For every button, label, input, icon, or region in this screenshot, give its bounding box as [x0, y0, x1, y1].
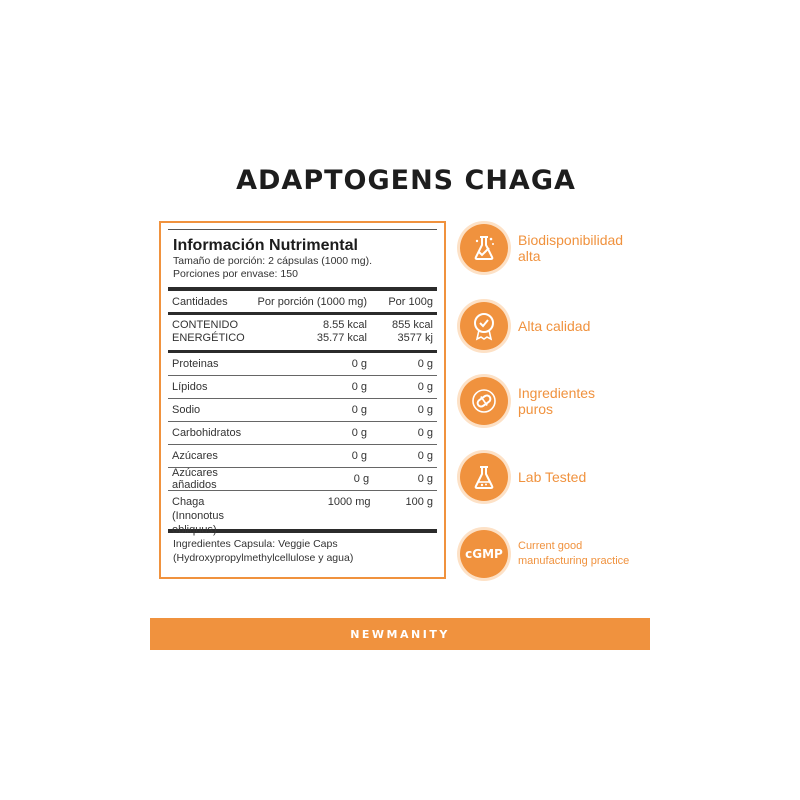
feature-label-line1: Ingredientes: [518, 385, 596, 401]
column-header: Por porción (1000 mg): [257, 295, 367, 308]
feature-item: [460, 377, 643, 425]
serving-size: Tamaño de porción: 2 cápsulas (1000 mg).: [173, 255, 373, 267]
feature-label-line2: manufacturing practice: [518, 555, 630, 567]
lab-flask-icon: [460, 453, 508, 501]
nutrient-per-100g: 0 g: [417, 404, 433, 416]
chaga-name: Chaga: [172, 496, 205, 508]
chaga-per-100g: 100 g: [405, 496, 433, 508]
brand-bar: [150, 618, 650, 650]
nutrition-table: [168, 229, 437, 569]
energy-per-100g: [367, 319, 433, 350]
feature-label-line1: Biodisponibilidad: [518, 232, 624, 248]
feature-label-line2: puros: [518, 401, 554, 417]
ingredients-line1: Ingredientes Capsula: Veggie Caps: [173, 538, 338, 550]
feature-label-line1: Current good: [518, 540, 583, 552]
feature-item: [460, 224, 643, 272]
table-row: [168, 353, 437, 376]
chaga-label: [172, 495, 266, 536]
cgmp-icon: [460, 530, 508, 578]
feature-label-line1: Alta calidad: [518, 318, 591, 334]
energy-per-100g-kcal: 855 kcal: [392, 319, 433, 331]
nutrient-name: Azúcares: [172, 450, 218, 462]
feature-label: [518, 469, 643, 485]
nutrition-header: [168, 230, 437, 291]
feature-item: [460, 453, 643, 501]
nutrient-name: Lípidos: [172, 381, 208, 393]
feature-item: [460, 530, 643, 578]
quality-badge-icon: [460, 302, 508, 350]
chaga-row: [168, 491, 437, 536]
column-header: Por 100g: [388, 295, 433, 308]
nutrient-per-serving: 0 g: [351, 358, 367, 370]
nutrient-per-100g: 0 g: [417, 358, 433, 370]
nutrient-per-serving: 0 g: [351, 450, 367, 462]
feature-item: [460, 302, 643, 350]
table-row: [168, 399, 437, 422]
feature-label-line1: Lab Tested: [518, 469, 587, 485]
energy-per-serving-kcal: 8.55 kcal: [322, 319, 367, 331]
ingredients-line2: (Hydroxypropylmethylcellulose y agua): [173, 552, 354, 564]
chaga-per-serving: 1000 mg: [327, 496, 371, 508]
nutrient-name: Sodio: [172, 404, 201, 416]
nutrient-per-100g: 0 g: [417, 427, 433, 439]
ingredients-text: [168, 533, 437, 569]
column-header-row: [168, 291, 437, 315]
nutrient-name: Azúcares añadidos: [172, 467, 218, 491]
page-title: ADAPTOGENS CHAGA: [236, 165, 576, 196]
servings-per-container: Porciones por envase: 150: [173, 268, 298, 280]
feature-label: [518, 232, 643, 264]
nutrient-per-serving: 0 g: [351, 427, 367, 439]
nutrient-name: Proteinas: [172, 358, 219, 370]
nutrition-heading: Información Nutrimental: [173, 237, 358, 254]
pill-icon: [460, 377, 508, 425]
energy-per-serving-kj: 35.77 kcal: [316, 332, 367, 344]
feature-label: [518, 318, 643, 334]
energy-label: [172, 319, 257, 350]
energy-row: [168, 315, 437, 353]
cgmp-badge-text: cGMP: [465, 547, 503, 561]
energy-label-line2: ENERGÉTICO: [172, 332, 245, 344]
nutrient-per-serving: 0 g: [351, 381, 367, 393]
table-row: [168, 422, 437, 445]
nutrient-per-100g: 0 g: [417, 473, 433, 485]
feature-label: [518, 539, 643, 569]
nutrient-per-serving: 0 g: [353, 473, 370, 485]
table-row: [168, 376, 437, 399]
energy-label-line1: CONTENIDO: [172, 319, 238, 331]
energy-per-serving: [257, 319, 367, 350]
table-row: [168, 445, 437, 468]
flask-icon: [460, 224, 508, 272]
nutrient-name: Carbohidratos: [172, 427, 242, 439]
column-header: Cantidades: [172, 295, 228, 308]
table-row: [168, 468, 437, 491]
nutrient-per-serving: 0 g: [351, 404, 367, 416]
nutrition-facts-panel: [159, 221, 446, 579]
chaga-latin-name: (Innonotus obliquus): [172, 510, 224, 536]
energy-per-100g-kj: 3577 kj: [397, 332, 433, 344]
brand-logo: NEWMANITY: [350, 627, 450, 641]
feature-label: [518, 385, 643, 417]
nutrient-per-100g: 0 g: [417, 381, 433, 393]
nutrient-per-100g: 0 g: [417, 450, 433, 462]
feature-label-line2: alta: [518, 248, 541, 264]
